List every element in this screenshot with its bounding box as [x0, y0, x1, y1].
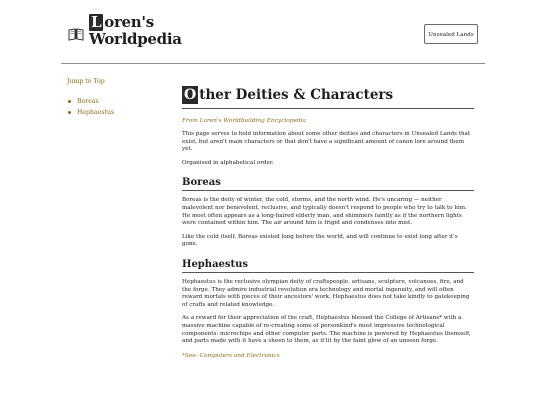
sidebar-nav	[67, 78, 167, 118]
unsealed-lands-button[interactable]: Unsealed Lands	[424, 24, 478, 44]
book-icon	[68, 27, 84, 41]
title-text: ther Deities & Characters	[199, 87, 394, 103]
hephaestus-paragraph-2: As a reward for their appreciation of the craft, Hephaestus blessed the College of Artisans* with a massive machine capable of re-creating some of personkind's most impressive technological components: microchips and other computer parts. The machine is powered by Hephaestus themself, and parts made with it have a sheen to them, as if lit by the faint glow of an unseen forge.	[182, 315, 471, 345]
hephaestus-paragraph-1: Hephaestus is the reclusive olympian deity of craftspeople, artisans, sculpture, volcanoes, fire, and the forge. They admire industrial revolution era technology and mortal ingenuity, and will often reward mortals with pieces of their ancestors' work. Hephaestus does not take kindly to gatekeeping of crafts and related knowledge.	[182, 278, 470, 308]
section-title-boreas: Boreas	[182, 177, 474, 191]
boreas-paragraph-1: Boreas is the deity of winter, the cold, storms, and the north wind. He's uncaring — neither malevolent nor benevolent, reclusive, and typically doesn't respond to people who try to talk to him. He most often appears as a long-haired elderly man, and shimmers faintly as if the northern lights were contained within him. The air around him is frigid and condenses into mist.	[182, 197, 467, 227]
page-subtitle[interactable]: From Loren's Worldbuilding Encyclopedia	[182, 118, 306, 124]
site-logo[interactable]	[89, 14, 182, 48]
intro-paragraph: This page serves to hold information about some other deities and characters in Unsealed Lands that exist, but aren't main characters or that don't have a significant amount of canon lore around them yet.	[182, 131, 471, 153]
title-initial: O	[184, 87, 197, 103]
see-also-link[interactable]: *See: Computers and Electronics	[182, 352, 280, 359]
main-content	[182, 84, 474, 360]
section-title-hephaestus: Hephaestus	[182, 259, 474, 273]
boreas-paragraph-2: Like the cold itself, Boreas existed long before the world, and will continue to exist long after it's gone.	[182, 233, 458, 248]
page-title	[182, 84, 474, 109]
jump-to-top-link[interactable]: Jump to Top	[67, 78, 105, 85]
intro-note: Organised in alphabetical order.	[182, 159, 274, 166]
logo-initial: L	[91, 13, 102, 31]
toc-item-hephaestus[interactable]: Hephaestus	[67, 107, 167, 118]
toc-item-boreas[interactable]: Boreas	[67, 96, 167, 107]
logo-line2: Worldpedia	[89, 30, 182, 48]
table-of-contents	[67, 96, 167, 118]
header-divider	[61, 63, 485, 64]
site-header	[0, 0, 540, 62]
logo-line1: oren's	[104, 13, 154, 31]
